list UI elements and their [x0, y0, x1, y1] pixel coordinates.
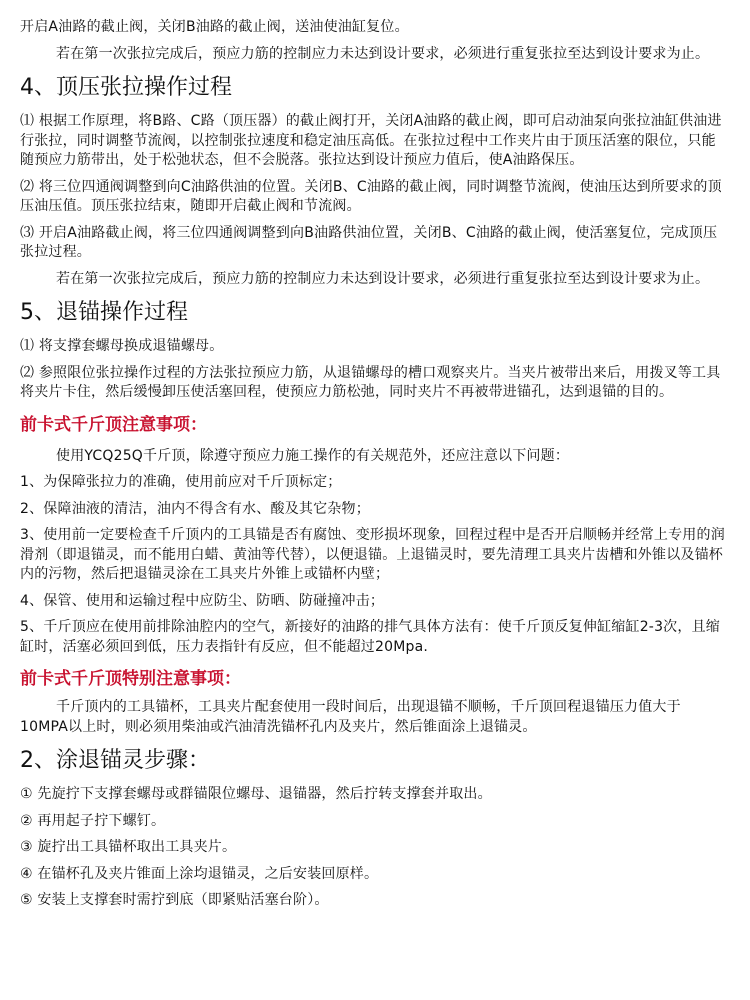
- step-5-2: ⑵ 参照限位张拉操作过程的方法张拉预应力筋，从退锚螺母的槽口观察夹片。当夹片被带出来后，用拨叉等工具将夹片卡住，然后缓慢卸压使活塞回程，使预应力筋松弛，同时夹片不再被带进锚孔，达到退锚的目的。: [20, 364, 721, 400]
- red-heading-notes: 前卡式千斤顶注意事项：: [20, 414, 207, 435]
- section-heading-4: 4、顶压张拉操作过程: [20, 75, 232, 100]
- note-item-3: 3、使用前一定要检查千斤顶内的工具锚是否有腐蚀、变形损坏现象，回程过程中是否开启顺畅并经常上专用的润滑剂（即退锚灵，而不能用白蜡、黄油等代替），以便退锚。上退锚灵时，要先清理工具夹片齿槽和外锥以及锚杯内的污物，然后把退锚灵涂在工具夹片外锥上或锚杯内壁；: [20, 527, 725, 582]
- step-4-note: 若在第一次张拉完成后，预应力筋的控制应力未达到设计要求，必须进行重复张拉至达到设计要求为止。: [56, 270, 710, 287]
- notes-intro: 使用YCQ25Q千斤顶，除遵守预应力施工操作的有关规范外，还应注意以下问题：: [56, 447, 570, 464]
- note-item-2: 2、保障油液的清洁，油内不得含有水、酸及其它杂物；: [20, 500, 370, 517]
- note-item-5: 5、千斤顶应在使用前排除油腔内的空气，新接好的油路的排气具体方法有：使千斤顶反复伸缸缩缸2-3次，且缩缸时，活塞必须回到低，压力表指针有反应，但不能超过20Mpa.: [20, 619, 720, 655]
- step-5-1: ⑴ 将支撑套螺母换成退锚螺母。: [20, 338, 224, 354]
- apply-step-1: ① 先旋拧下支撑套螺母或群锚限位螺母、退锚器，然后拧转支撑套并取出。: [20, 786, 492, 802]
- red-heading-special-notes: 前卡式千斤顶特别注意事项：: [20, 669, 241, 689]
- step-4-1: ⑴ 根据工作原理，将B路、C路（顶压器）的截止阀打开，关闭A油路的截止阀，即可启动油泵向张拉油缸供油进行张拉，同时调整节流阀，以控制张拉速度和稳定油压高低。在张拉过程中工作夹片由于顶压活塞的限位，只能随预应力筋带出，处于松弛状态，但不会脱落。张拉达到设计预应力值后，使A油路保压。: [20, 113, 722, 168]
- paragraph-repeat-tension: 若在第一次张拉完成后，预应力筋的控制应力未达到设计要求，必须进行重复张拉至达到设计要求为止。: [56, 45, 710, 62]
- note-item-1: 1、为保障张拉力的准确，使用前应对千斤顶标定；: [20, 474, 342, 490]
- apply-step-3: ③ 旋拧出工具锚杯取出工具夹片。: [20, 839, 237, 855]
- special-note-paragraph: 千斤顶内的工具锚杯，工具夹片配套使用一段时间后，出现退锚不顺畅，千斤顶回程退锚压力值大于10MPA以上时，则必须用柴油或汽油清洗锚杯孔内及夹片，然后锥面涂上退锚灵。: [20, 699, 681, 735]
- note-item-4: 4、保管、使用和运输过程中应防尘、防晒、防碰撞冲击；: [20, 592, 385, 609]
- apply-step-2: ② 再用起子拧下螺钉。: [20, 812, 166, 829]
- apply-step-5: ⑤ 安装上支撑套时需拧到底（即紧贴活塞台阶）。: [20, 892, 329, 908]
- paragraph-valve-reset: 开启A油路的截止阀，关闭B油路的截止阀，送油使油缸复位。: [20, 19, 409, 35]
- section-heading-5: 5、退锚操作过程: [20, 300, 188, 325]
- section-heading-2-steps: 2、涂退锚灵步骤：: [20, 748, 210, 773]
- apply-step-4: ④ 在锚杯孔及夹片锥面上涂均退锚灵，之后安装回原样。: [20, 865, 379, 882]
- step-4-2: ⑵ 将三位四通阀调整到向C油路供油的位置。关闭B、C油路的截止阀，同时调整节流阀，使油压达到所要求的顶压油压值。顶压张拉结束，随即开启截止阀和节流阀。: [20, 178, 722, 214]
- step-4-3: ⑶ 开启A油路截止阀，将三位四通阀调整到向B油路供油位置，关闭B、C油路的截止阀，使活塞复位，完成顶压张拉过程。: [20, 224, 718, 260]
